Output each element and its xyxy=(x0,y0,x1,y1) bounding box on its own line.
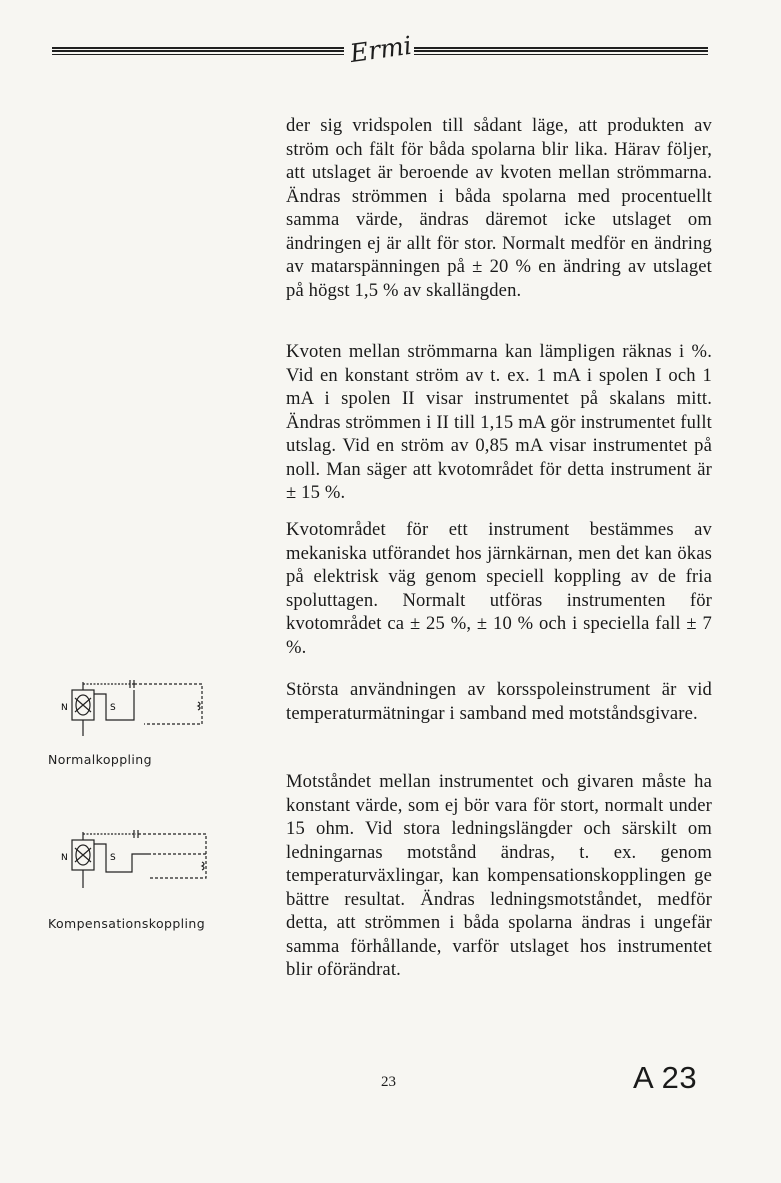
normalkoppling-diagram xyxy=(48,676,218,746)
resistor-symbol xyxy=(198,702,200,710)
paragraph-4: Största användningen av korsspoleinstrument är vid temperaturmätningar i samband med motståndsgivare. xyxy=(286,679,712,724)
kompensationskoppling-diagram xyxy=(48,826,218,896)
label-s: S xyxy=(110,703,116,713)
paragraph-2: Kvoten mellan strömmarna kan lämpligen räknas i %. Vid en konstant ström av t. ex. 1 mA i spolen I och 1 mA i spolen II visar instrumentet på skalans mitt. Ändras strömmen i II till 1,15 mA gör instrumentet fullt utslag. Vid en ström av 0,85 mA visar instrumentet på noll. Man säger att kvotområdet för detta instrument är ± 15 %. xyxy=(286,341,712,503)
caption-kompensationskoppling: Kompensationskoppling xyxy=(48,916,206,931)
page-number: 23 xyxy=(381,1074,396,1090)
header-rule-left xyxy=(52,47,344,56)
paragraph-1: der sig vridspolen till sådant läge, att produkten av ström och fält för båda spolarna blir lika. Härav följer, att utslaget är beroende av kvoten mellan strömmarna. Ändras strömmen i båda spolarna med procentuellt samma värde, ändras däremot icke utslaget om ändringen ej är allt för stor. Normalt medför en ändring av matarspänningen på ± 20 % en ändring av utslaget på högst 1,5 % av skallängden. xyxy=(286,115,712,301)
page-header xyxy=(52,32,708,82)
caption-normalkoppling: Normalkoppling xyxy=(48,752,152,767)
paragraph-5: Motståndet mellan instrumentet och givaren måste ha konstant värde, som ej bör vara för stort, normalt under 15 ohm. Vid stora ledningslängder och särskilt om ledningarnas motstånd ändras, t. ex. genom temperaturväxlingar, kan kompensationskopplingen ge bättre resultat. Ändras ledningsmotståndet, medför detta, att strömmen i båda spolarna ändras i ungefär samma förhållande, varför utslaget hos instrumentet blir oförändrat. xyxy=(286,771,712,980)
coil-s-wire xyxy=(94,844,148,872)
paragraph-3: Kvotområdet för ett instrument bestämmes av mekaniska utförandet hos järnkärnan, men det kan ökas på elektrisk väg genom speciell koppling av de fria spoluttagen. Normalt utföras instrumenten för kvotområdet ca ± 25 %, ± 10 % och i speciella fall ± 7 %. xyxy=(286,519,712,658)
label-n: N xyxy=(61,853,68,863)
ermi-logo: Ermi xyxy=(348,30,414,69)
label-s: S xyxy=(110,853,116,863)
label-n: N xyxy=(61,703,68,713)
header-rule-right xyxy=(414,47,708,56)
section-code: A 23 xyxy=(633,1060,698,1095)
resistor-symbol xyxy=(202,862,204,870)
